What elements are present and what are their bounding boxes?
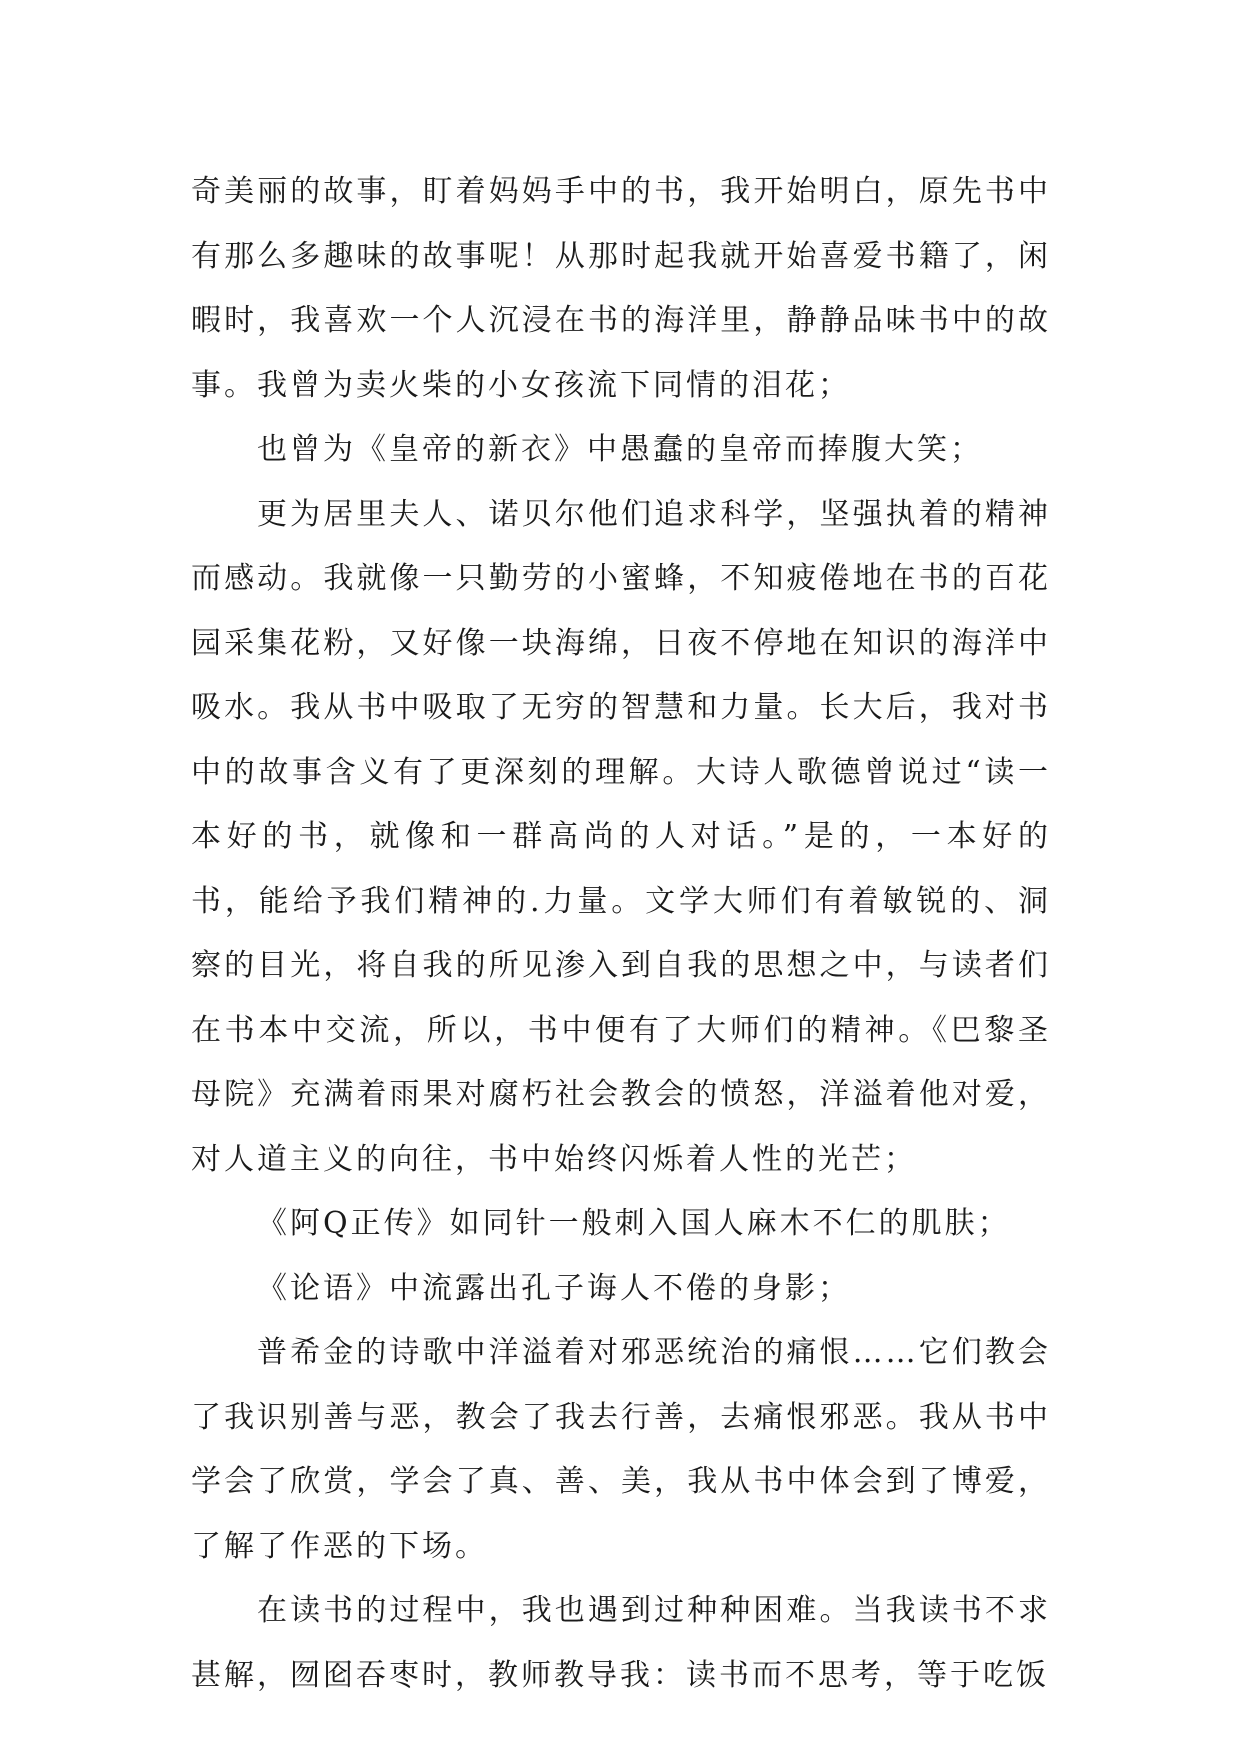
paragraph-1: 奇美丽的故事，盯着妈妈手中的书，我开始明白，原先书中有那么多趣味的故事呢！从那时起我就开始喜爱书籍了，闲暇时，我喜欢一个人沉浸在书的海洋里，静静品味书中的故事。我曾为卖火柴的小女孩流下同情的泪花； (191, 174, 1051, 403)
paragraph-3: 更为居里夫人、诺贝尔他们追求科学，坚强执着的精神而感动。我就像一只勤劳的小蜜蜂，不知疲倦地在书的百花园采集花粉，又好像一块海绵，日夜不停地在知识的海洋中吸水。我从书中吸取了无穷的智慧和力量。长大后，我对书中的故事含义有了更深刻的理解。大诗人歌德曾说过“读一本好的书，就像和一群高尚的人对话。”是的，一本好的书，能给予我们精神的.力量。文学大师们有着敏锐的、洞察的目光，将自我的所见渗入到自我的思想之中，与读者们在书本中交流，所以，书中便有了大师们的精神。《巴黎圣母院》充满着雨果对腐朽社会教会的愤怒，洋溢着他对爱，对人道主义的向往，书中始终闪烁着人性的光芒； (191, 496, 1051, 1177)
paragraph-6: 普希金的诗歌中洋溢着对邪恶统治的痛恨……它们教会了我识别善与恶，教会了我去行善，去痛恨邪恶。我从书中学会了欣赏，学会了真、善、美，我从书中体会到了博爱，了解了作恶的下场。 (191, 1335, 1051, 1564)
paragraph-4: 《阿Q正传》如同针一般刺入国人麻木不仁的肌肤； (257, 1206, 1011, 1241)
paragraph-7: 在读书的过程中，我也遇到过种种困难。当我读书不求甚解，囫囵吞枣时，教师教导我：读书而不思考，等于吃饭 (191, 1593, 1051, 1693)
paragraph-2: 也曾为《皇帝的新衣》中愚蠢的皇帝而捧腹大笑； (257, 432, 983, 467)
document-body (191, 160, 1051, 1708)
paragraph-5: 《论语》中流露出孔子诲人不倦的身影； (257, 1270, 851, 1306)
